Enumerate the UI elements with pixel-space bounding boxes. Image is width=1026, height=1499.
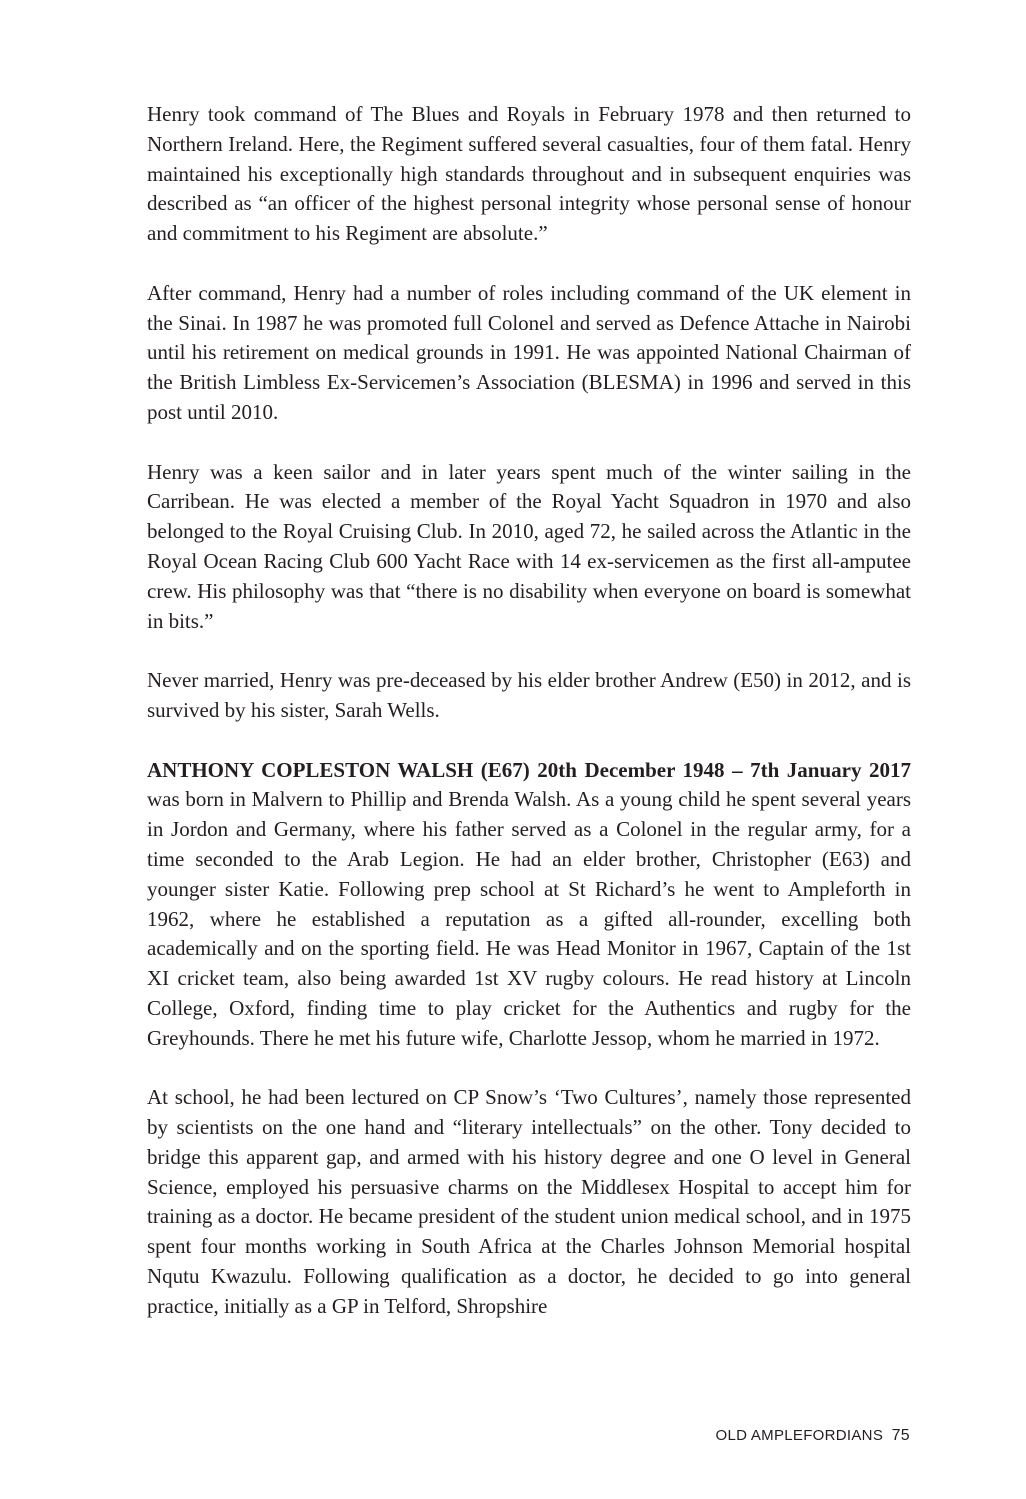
page-number: 75 — [891, 1427, 910, 1444]
body-text — [147, 100, 911, 1351]
obituary-walsh-paragraph — [147, 756, 911, 1054]
obituary-heading: ANTHONY COPLESTON WALSH (E67) 20th December 1948 – 7th January 2017 — [147, 757, 911, 782]
obituary-body: was born in Malvern to Phillip and Brenda Walsh. As a young child he spent several years in Jordon and Germany, where his father served as a Colonel in the regular army, for a time seconded to the Arab Legion. He had an elder brother, Christopher (E63) and younger sister Katie. Following prep school at St Richard’s he went to Ampleforth in 1962, where he established a reputation as a gifted all-rounder, excelling both academically and on the sporting field. He was Head Monitor in 1967, Captain of the 1st XI cricket team, also being awarded 1st XV rugby colours. He read history at Lincoln College, Oxford, finding time to play cricket for the Authentics and rugby for the Greyhounds. There he met his future wife, Charlotte Jessop, whom he married in 1972. — [147, 787, 911, 1050]
paragraph-sailing: Henry was a keen sailor and in later years spent much of the winter sailing in the Carribean. He was elected a member of the Royal Yacht Squadron in 1970 and also belonged to the Royal Cruising Club. In 2010, aged 72, he sailed across the Atlantic in the Royal Ocean Racing Club 600 Yacht Race with 14 ex-servicemen as the first all-amputee crew. His philosophy was that “there is no disability when everyone on board is somewhat in bits.” — [147, 459, 911, 633]
paragraph-command: Henry took command of The Blues and Royals in February 1978 and then returned to Northern Ireland. Here, the Regiment suffered several casualties, four of them fatal. Henry maintained his exceptionally high standards throughout and in subsequent enquiries was described as “an officer of the highest personal integrity whose personal sense of honour and commitment to his Regiment are absolute.” — [147, 102, 911, 246]
paragraph-family: Never married, Henry was pre-deceased by his elder brother Andrew (E50) in 2012, and is survived by his sister, Sarah Wells. — [147, 668, 911, 722]
page-footer — [715, 1427, 910, 1445]
publication-name: OLD AMPLEFORDIANS — [715, 1427, 884, 1444]
paragraph-two-cultures: At school, he had been lectured on CP Snow’s ‘Two Cultures’, namely those represented by scientists on the one hand and “literary intellectuals” on the other. Tony decided to bridge this apparent gap, and armed with his history degree and one O level in General Science, employed his persuasive charms on the Middlesex Hospital to accept him for training as a doctor. He became president of the student union medical school, and in 1975 spent four months working in South Africa at the Charles Johnson Memorial hospital Nqutu Kwazulu. Following qualification as a doctor, he decided to go into general practice, initially as a GP in Telford, Shropshire — [147, 1085, 911, 1318]
paragraph-after-command: After command, Henry had a number of roles including command of the UK element in the Sinai. In 1987 he was promoted full Colonel and served as Defence Attache in Nairobi until his retirement on medical grounds in 1991. He was appointed National Chairman of the British Limbless Ex-Servicemen’s Association (BLESMA) in 1996 and served in this post until 2010. — [147, 280, 911, 424]
